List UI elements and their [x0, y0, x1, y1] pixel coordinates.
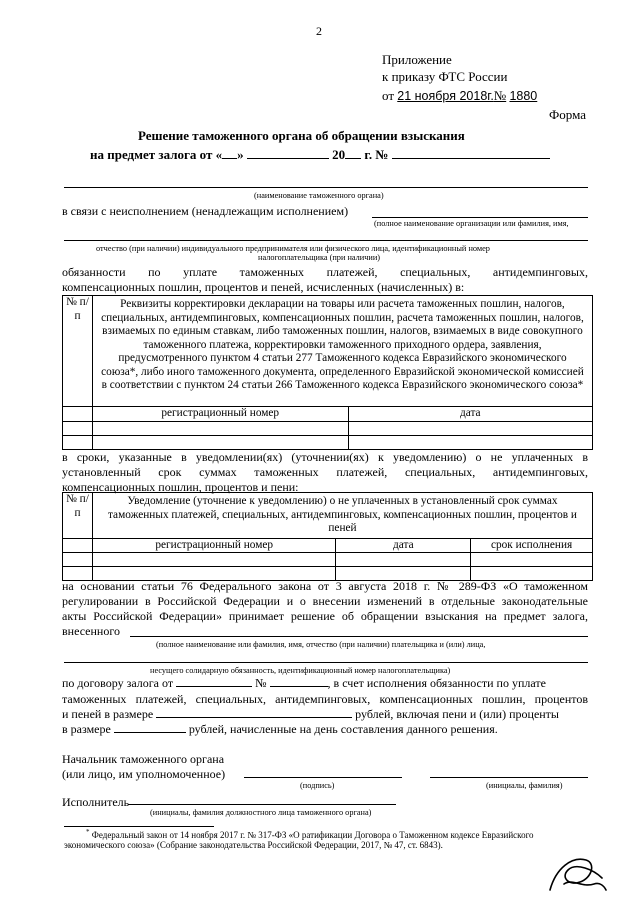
title-number-sign: г. №: [364, 147, 389, 162]
footnote-separator: [64, 826, 214, 827]
contract-line2: таможенных платежей, специальных, антидемпинговых, компенсационных пошлин, процентов: [62, 692, 588, 706]
title-date-prefix: на предмет залога от «: [90, 147, 223, 162]
contract-amount-prefix: и пеней в размере: [62, 707, 154, 721]
table2-cell: [63, 538, 93, 553]
title-year: 20: [332, 147, 346, 162]
executor-label: Исполнитель: [62, 795, 130, 809]
signature-caption: (подпись): [300, 781, 335, 790]
appendix-number-sign: №: [493, 88, 507, 103]
obligations-line2: компенсационных пошлин, процентов и пеней, исчисленных (начисленных) в:: [62, 280, 465, 294]
basis-line1: на основании статьи 76 Федерального закона от 3 августа 2018 г. № 289-ФЗ «О таможенном: [62, 579, 588, 593]
obligations-line1: обязанности по уплате таможенных платежей, специальных, антидемпинговых,: [62, 265, 588, 279]
table-notifications: [62, 492, 593, 581]
table-corrections: [62, 295, 593, 450]
form-label: Форма: [549, 107, 586, 122]
signature-line: [244, 777, 402, 778]
organization-caption-line3: налогоплательщика (при наличии): [258, 253, 381, 262]
basis-line3: акты Российской Федерации» принимает решение об обращении взыскания на предмет залога,: [62, 609, 588, 623]
organization-caption-line2: отчество (при наличии) индивидуального предпринимателя или физического лица, идентификационный номер: [96, 244, 490, 253]
table2-header: Уведомление (уточнение к уведомлению) о не уплаченных в установленный срок суммах таможенных платежей, специальных, антидемпинговых, компенсационных пошлин, процентов и пеней: [92, 493, 592, 539]
table2-col-date: дата: [336, 538, 471, 553]
contract-prefix: по договору залога от: [62, 676, 174, 690]
initials-line: [430, 777, 588, 778]
table1-col-no: № п/п: [63, 296, 93, 407]
table-row: [63, 553, 593, 567]
deadlines-line2: установленный срок суммах таможенных платежей, специальных, антидемпинговых,: [62, 465, 588, 479]
basis-line2: регулировании в Российской Федерации и о внесении изменений в отдельные законодательные: [62, 594, 588, 608]
contract-accrued-prefix: в размере: [62, 722, 111, 736]
appendix-order-date-line: [382, 88, 537, 104]
basis-line4: внесенного: [62, 624, 120, 638]
contract-line1-suffix: , в счет исполнения обязанности по уплате: [327, 676, 546, 690]
head-line2: (или лицо, им уполномоченное): [62, 767, 226, 781]
contract-line1: [62, 676, 588, 691]
appendix-number-value: 1880: [509, 89, 538, 103]
table2-col-no: № п/п: [63, 493, 93, 539]
deadlines-line3: компенсационных пошлин, процентов и пени:: [62, 480, 299, 494]
table2-col-deadline: срок исполнения: [471, 538, 593, 553]
table2-col-reg: регистрационный номер: [92, 538, 336, 553]
page-number: 2: [316, 24, 322, 38]
executor-line: [128, 804, 396, 805]
table1-col-reg: регистрационный номер: [92, 407, 348, 422]
initials-caption: (инициалы, фамилия): [486, 781, 563, 790]
contract-line4: [62, 722, 498, 737]
contract-amount-suffix: рублей, включая пени и (или) проценты: [355, 707, 559, 721]
title-line2: [90, 147, 550, 163]
contract-accrued-suffix: рублей, начисленные на день составления данного решения.: [188, 722, 498, 736]
head-line1: Начальник таможенного органа: [62, 752, 225, 766]
appendix-line1: Приложение: [382, 52, 452, 67]
appendix-date-prefix: от: [382, 88, 395, 103]
footnote-mark: *: [86, 828, 90, 836]
payer-name-line2: [64, 662, 588, 663]
table-row: [63, 436, 593, 450]
payer-name-line: [130, 636, 588, 637]
table1-cell: [63, 407, 93, 422]
payer-caption2: несущего солидарную обязанность, идентификационный номер налогоплательщика): [150, 666, 451, 675]
customs-authority-caption: (наименование таможенного органа): [254, 191, 384, 200]
contract-number-sign: №: [255, 676, 267, 690]
table-row: [63, 422, 593, 436]
organization-caption: (полное наименование организации или фамилия, имя,: [374, 219, 569, 228]
contract-line3: [62, 707, 559, 722]
appendix-date-value: 21 ноября 2018г.: [397, 89, 494, 103]
organization-name-line: [372, 217, 588, 218]
footnote-line2: экономического союза» (Собрание законодательства Российской Федерации, 2017, № 47, ст. 6843).: [64, 840, 443, 850]
payer-caption1: (полное наименование или фамилия, имя, отчество (при наличии) плательщика и (или) лица,: [156, 640, 486, 649]
footnote-text1: Федеральный закон от 14 ноября 2017 г. № 317-ФЗ «О ратификации Договора о Таможенном кодексе Евразийского: [91, 830, 534, 840]
executor-caption: (инициалы, фамилия должностного лица таможенного органа): [150, 808, 372, 817]
page-title: Решение таможенного органа об обращении взыскания: [138, 128, 465, 143]
table1-header: Реквизиты корректировки декларации на товары или расчета таможенных пошлин, налогов, специальных, антидемпинговых, компенсационных пошлин, расчета таможенных пошлин, налогов, взимаемых по единым ставкам, либо таможенных пошлин, налогов, взимаемых в виде совокупного таможенного платежа, корректировки таможенного приходного ордера, заявления, предусмотренного пунктом 4 статьи 277 Таможенного кодекса Евразийского экономического союза*, либо иного таможенного документа, определенного Евразийской экономической комиссией в соответствии с пунктом 24 статьи 266 Таможенного кодекса Евразийского экономического союза*: [92, 296, 592, 407]
appendix-line2: к приказу ФТС России: [382, 69, 508, 84]
handwritten-signature-icon: [542, 848, 612, 898]
table1-col-date: дата: [348, 407, 592, 422]
footnote-line1: [86, 828, 534, 840]
title-date-close: »: [237, 147, 244, 162]
deadlines-line1: в сроки, указанные в уведомлении(ях) (уточнении(ях) к уведомлению) о не уплаченных в: [62, 450, 588, 464]
customs-authority-line: [64, 187, 588, 188]
non-fulfillment-text: в связи с неисполнением (ненадлежащим исполнением): [62, 204, 349, 218]
organization-name-line2: [64, 240, 588, 241]
